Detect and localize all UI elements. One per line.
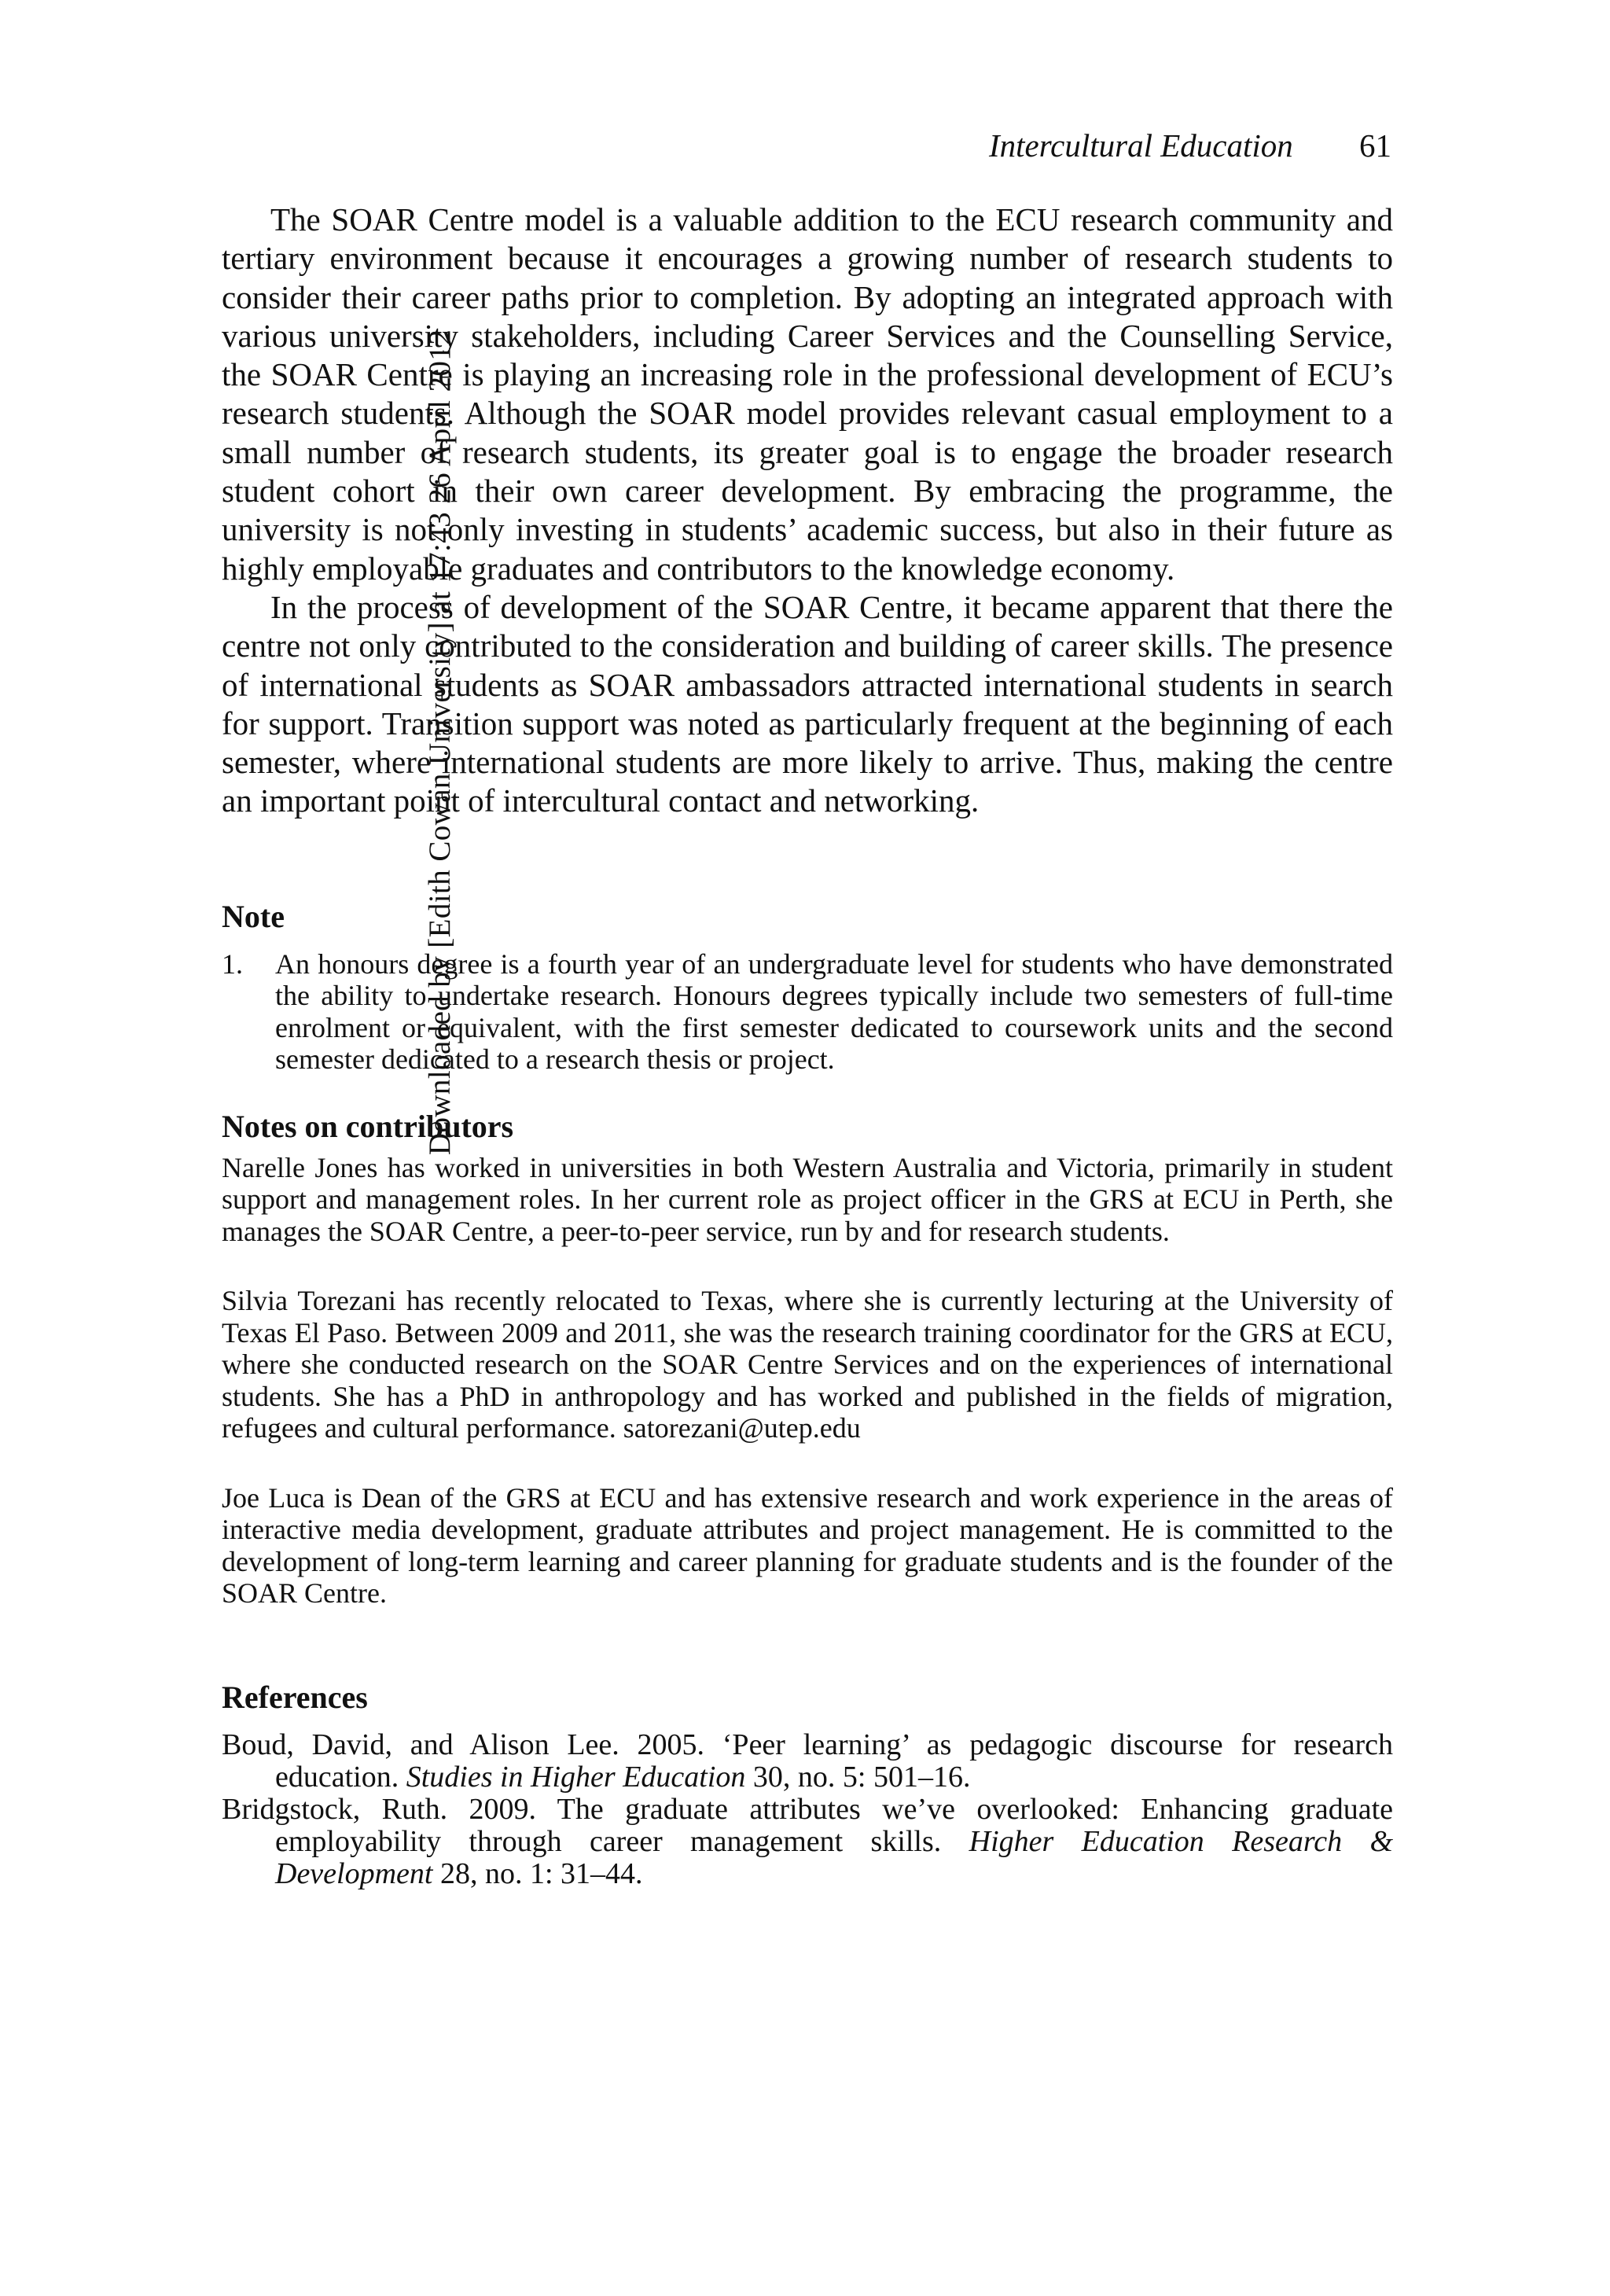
contributor-bio — [222, 1285, 1393, 1444]
page-number: 61 — [1359, 127, 1391, 164]
running-header — [989, 118, 1391, 173]
download-watermark: Downloaded by [Edith Cowan University] at 17:43 26 April 2012 — [423, 329, 457, 1156]
reference-details: 30, no. 5: 501–16. — [752, 1760, 971, 1794]
journal-title: Intercultural Education — [988, 127, 1293, 164]
reference-journal: Higher Education Research & Development — [275, 1824, 1394, 1890]
contributors-heading: Notes on contributors — [222, 1108, 514, 1144]
note-list — [222, 948, 1393, 1076]
contributor-bio: Joe Luca is Dean of the GRS at ECU and has extensive research and work experience in the areas of interactive media development, graduate attributes and project management. He is committed to the development of long-term learning and career planning for graduate students and is the founder of the SOAR Centre. — [222, 1481, 1393, 1610]
body-paragraph: In the process of development of the SOAR Centre, it became apparent that there the centre not only contributed to the consideration and building of career skills. The presence of international students as SOAR ambassadors attracted international students in search for support. Transition support was noted as particularly frequent at the beginning of each semester, where international students are more likely to arrive. Thus, making the centre an important point of intercultural contact and networking. — [222, 588, 1393, 819]
note-text: An honours degree is a fourth year of an undergraduate level for students who have demonstrated the ability to undertake research. Honours degrees typically include two semesters of full-time enrolment or equivalent, with the first semester dedicated to coursework units and the second semester dedicated to a research thesis or project. — [275, 947, 1393, 1076]
note-item — [222, 948, 1393, 1076]
note-heading: Note — [222, 898, 285, 934]
contributor-email[interactable]: satorezani@utep.edu — [623, 1412, 861, 1444]
note-number: 1. — [222, 947, 243, 980]
contributor-bio-text: Silvia Torezani has recently relocated to Texas, where she is currently lecturing at the University of Texas El Paso. Between 2009 and 2011, she was the research training coordinator for the GRS at ECU, where she conducted research on the SOAR Centre Services and on the experiences of international students. She has a PhD in anthropology and has worked and published in the fields of migration, refugees and cultural performance. — [222, 1285, 1393, 1444]
reference-text: Bridgstock, Ruth. 2009. The graduate attributes we’ve overlooked: Enhancing graduate employability through career management skills. — [222, 1792, 1393, 1858]
reference-text: Boud, David, and Alison Lee. 2005. ‘Peer learning’ as pedagogic discourse for research education. — [222, 1728, 1393, 1794]
reference-entry — [222, 1729, 1393, 1794]
reference-entry — [222, 1794, 1393, 1890]
body-paragraph: The SOAR Centre model is a valuable addition to the ECU research community and tertiary environment because it encourages a growing number of research students to consider their career paths prior to completion. By adopting an integrated approach with various university stakeholders, including Career Services and the Counselling Service, the SOAR Centre is playing an increasing role in the professional development of ECU’s research students. Although the SOAR model provides relevant casual employment to a small number of research students, its greater goal is to engage the broader research student cohort in their own career development. By embracing the programme, the university is not only investing in students’ academic success, but also in their future as highly employable graduates and contributors to the knowledge economy. — [222, 201, 1393, 587]
references-heading: References — [222, 1679, 368, 1715]
page-content — [222, 201, 1393, 1890]
contributor-bio: Narelle Jones has worked in universities in both Western Australia and Victoria, primarily in student support and management roles. In her current role as project officer in the GRS at ECU in Perth, she manages the SOAR Centre, a peer-to-peer service, run by and for research students. — [222, 1151, 1393, 1247]
reference-journal: Studies in Higher Education — [406, 1760, 746, 1794]
reference-details: 28, no. 1: 31–44. — [439, 1856, 643, 1890]
